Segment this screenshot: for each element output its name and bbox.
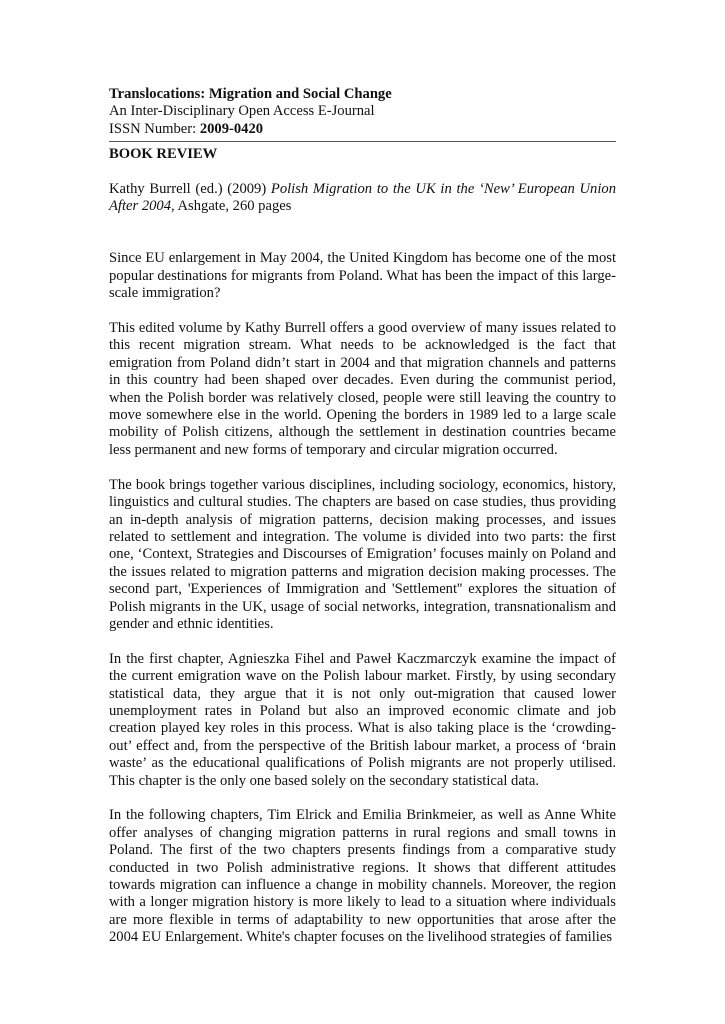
header-divider [109, 141, 616, 142]
issn-line [109, 121, 616, 138]
section-heading: BOOK REVIEW [109, 146, 218, 163]
citation-book-title: Polish Migration to the UK in the ‘New’ European Union After 2004 [109, 180, 616, 215]
body-paragraph: In the following chapters, Tim Elrick and Emilia Brinkmeier, as well as Anne White offer analyses of changing migration patterns in rural regions and small towns in Poland. The first of the two chapters presents findings from a comparative study conducted in two Polish administrative regions. It shows that different attitudes towards migration can influence a change in mobility channels. Moreover, the region with a longer migration history is more likely to lead to a situation where individuals are more flexible in terms of adaptability to new opportunities that arose after the 2004 EU Enlargement. White's chapter focuses on the livelihood strategies of families [109, 807, 616, 946]
body-paragraph: In the first chapter, Agnieszka Fihel and Paweł Kaczmarczyk examine the impact of the current emigration wave on the Polish labour market. Firstly, by using secondary statistical data, they argue that it is not only out-migration that caused lower unemployment rates in Poland but also an improved economic climate and job creation played key roles in this process. What is also taking place is the ‘crowding-out’ effect and, from the perspective of the British labour market, a process of ‘brain waste’ as the educational qualifications of Polish migrants are not properly utilised. This chapter is the only one based solely on the secondary statistical data. [109, 650, 616, 789]
document-page [109, 86, 616, 947]
journal-header [109, 86, 616, 138]
journal-subtitle: An Inter-Disciplinary Open Access E-Journal [109, 103, 375, 120]
issn-label: ISSN Number: [109, 120, 200, 137]
citation-publisher-pages: , Ashgate, 260 pages [171, 198, 292, 215]
body-paragraph: This edited volume by Kathy Burrell offers a good overview of many issues related to this recent migration stream. What needs to be acknowledged is the fact that emigration from Poland didn’t start in 2004 and that migration channels and patterns in this country had been shaped over decades. Even during the communist period, when the Polish border was relatively closed, people were still leaving the country to move somewhere else in the world. Opening the borders in 1989 led to a large scale mobility of Polish citizens, although the settlement in destination countries became less permanent and new forms of temporary and circular migration occurred. [109, 320, 616, 458]
book-citation [109, 181, 616, 216]
body-paragraph: Since EU enlargement in May 2004, the United Kingdom has become one of the most popular destinations for migrants from Poland. What has been the impact of this large-scale immigration? [109, 250, 616, 302]
journal-title: Translocations: Migration and Social Change [109, 86, 392, 102]
body-paragraph: The book brings together various disciplines, including sociology, economics, history, linguistics and cultural studies. The chapters are based on case studies, thus providing an in-depth analysis of migration patterns, decision making processes, and issues related to settlement and integration. The volume is divided into two parts: the first one, ‘Context, Strategies and Discourses of Emigration’ focuses mainly on Poland and the issues related to migration patterns and migration decision making processes. The second part, 'Experiences of Immigration and 'Settlement'' explores the situation of Polish migrants in the UK, usage of social networks, integration, transnationalism and gender and ethnic identities. [109, 476, 616, 632]
issn-number: 2009-0420 [199, 120, 264, 137]
citation-author-year: Kathy Burrell (ed.) (2009) [109, 180, 271, 197]
